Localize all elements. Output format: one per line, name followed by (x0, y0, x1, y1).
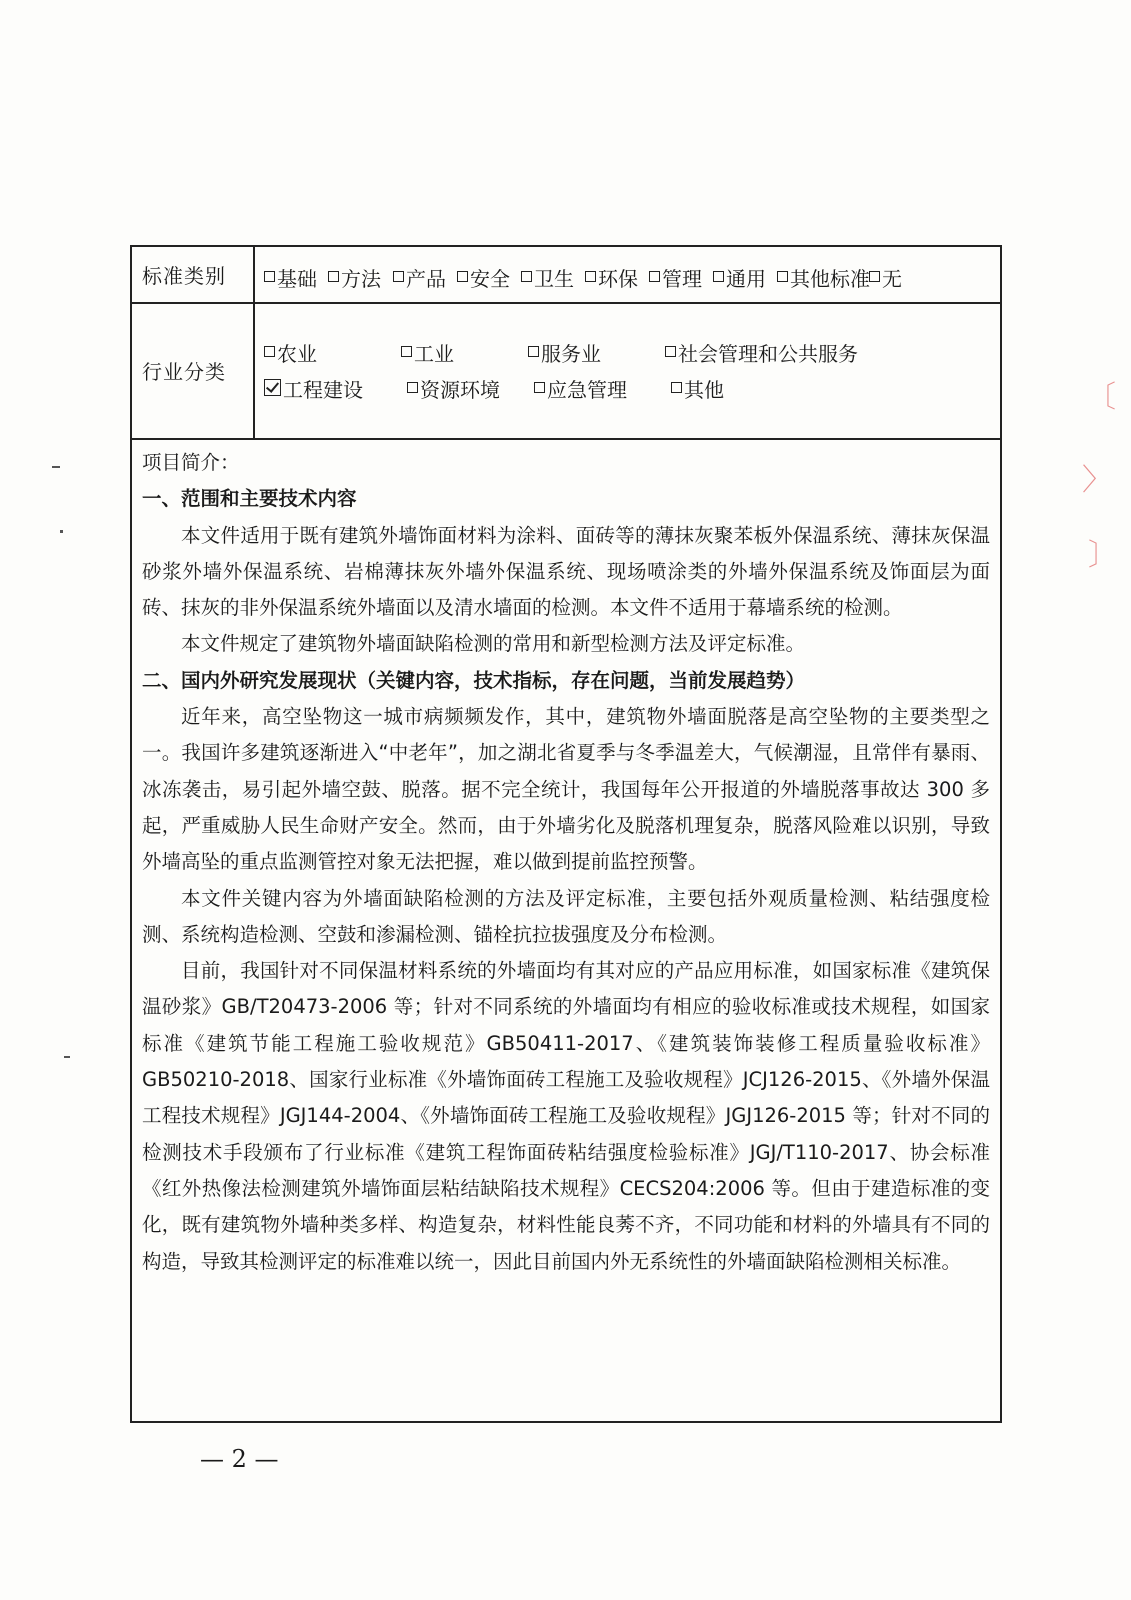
checkbox-icon[interactable] (585, 271, 596, 282)
checkbox-option-hygiene[interactable]: 卫生 (521, 263, 574, 292)
checkbox-icon[interactable] (671, 382, 682, 393)
section2-paragraph-1: 近年来，高空坠物这一城市病频频发作，其中，建筑物外墙面脱落是高空坠物的主要类型之一。我国许多建筑逐渐进入“中老年”，加之湖北省夏季与冬季温差大，气候潮湿，且常伴有暴雨、冰冻袭击，易引起外墙空鼓、脱落。据不完全统计，我国每年公开报道的外墙脱落事故达 300 多起，严重威胁人民生命财产安全。然而，由于外墙劣化及脱落机理复杂，脱落风险难以识别，导致外墙高坠的重点监测管控对象无法把握，难以做到提前监控预警。 (142, 705, 990, 874)
section2-paragraph-2: 本文件关键内容为外墙面缺陷检测的方法及评定标准，主要包括外观质量检测、粘结强度检测、系统构造检测、空鼓和渗漏检测、锚栓抗拉拔强度及分布检测。 (142, 886, 990, 946)
section1-paragraph-2: 本文件规定了建筑物外墙面缺陷检测的常用和新型检测方法及评定标准。 (181, 632, 806, 656)
checkbox-icon[interactable] (665, 346, 676, 357)
industry-category-options (255, 302, 1000, 438)
stamp-mark-bottom: 〕 (1088, 538, 1118, 573)
checkbox-option-industry[interactable]: 工业 (401, 338, 454, 367)
checkbox-option-service[interactable]: 服务业 (528, 338, 601, 367)
checkbox-option-basic[interactable]: 基础 (264, 263, 317, 292)
stamp-mark-top: 〔 (1086, 380, 1116, 415)
industry-category-row (132, 302, 1000, 440)
checkbox-icon[interactable] (264, 271, 275, 282)
section2-paragraph-3: 目前，我国针对不同保温材料系统的外墙面均有其对应的产品应用标准，如国家标准《建筑保温砂浆》GB/T20473-2006 等；针对不同系统的外墙面均有相应的验收标准或技术规程，如国家标准《建筑节能工程施工验收规范》GB50411-2017、《建筑装饰装修工程质量验收标准》GB50210-2018、国家行业标准《外墙饰面砖工程施工及验收规程》JCJ126-2015、《外墙外保温工程技术规程》JGJ144-2004、《外墙饰面砖工程施工及验收规程》JGJ126-2015 等；针对不同的检测技术手段颁布了行业标准《建筑工程饰面砖粘结强度检验标准》JGJ/T110-2017、协会标准《红外热像法检测建筑外墙饰面层粘结缺陷技术规程》CECS204:2006 等。但由于建造标准的变化，既有建筑物外墙种类多样、构造复杂，材料性能良莠不齐，不同功能和材料的外墙具有不同的构造，导致其检测评定的标准难以统一，因此目前国内外无系统性的外墙面缺陷检测相关标准。 (142, 959, 990, 1273)
checkbox-option-product[interactable]: 产品 (393, 263, 446, 292)
checkbox-option-general[interactable]: 通用 (713, 263, 766, 292)
scan-speck (52, 466, 60, 468)
checkbox-option-public-service[interactable]: 社会管理和公共服务 (665, 338, 858, 367)
checkbox-option-none[interactable]: 无 (869, 263, 902, 292)
checkbox-option-safety[interactable]: 安全 (457, 263, 510, 292)
checkbox-icon[interactable] (649, 271, 660, 282)
checkbox-icon[interactable] (528, 346, 539, 357)
checkbox-icon[interactable] (407, 382, 418, 393)
application-form (130, 245, 1002, 1423)
standard-category-label: 标准类别 (132, 247, 255, 302)
scan-speck (64, 1056, 70, 1058)
checkbox-option-emergency[interactable]: 应急管理 (534, 374, 627, 403)
checkbox-option-method[interactable]: 方法 (328, 263, 381, 292)
section1-heading: 一、范围和主要技术内容 (142, 487, 357, 511)
checkbox-option-agriculture[interactable]: 农业 (264, 338, 317, 367)
checkbox-icon[interactable] (713, 271, 724, 282)
checkbox-icon[interactable] (534, 382, 545, 393)
checkbox-icon[interactable] (328, 271, 339, 282)
scan-speck (60, 530, 63, 533)
industry-category-label: 行业分类 (132, 302, 255, 438)
checkbox-icon[interactable] (869, 271, 880, 282)
checkbox-option-management[interactable]: 管理 (649, 263, 702, 292)
checkbox-option-environment[interactable]: 环保 (585, 263, 638, 292)
section2-heading: 二、国内外研究发展现状（关键内容，技术指标，存在问题，当前发展趋势） (142, 668, 806, 692)
standard-category-row (132, 247, 1000, 304)
intro-label: 项目简介： (142, 451, 240, 474)
checkbox-icon[interactable] (264, 346, 275, 357)
checkbox-option-construction[interactable]: 工程建设 (264, 374, 363, 403)
standard-category-options (255, 247, 1000, 302)
checkbox-option-resources[interactable]: 资源环境 (407, 374, 500, 403)
stamp-mark-middle: 〉 (1082, 463, 1112, 498)
page-number: — 2 — (200, 1445, 279, 1473)
checkbox-option-other-standard[interactable]: 其他标准 (777, 263, 870, 292)
checkbox-icon[interactable] (457, 271, 468, 282)
checkbox-icon[interactable] (521, 271, 532, 282)
checkbox-icon[interactable] (777, 271, 788, 282)
checkbox-option-other[interactable]: 其他 (671, 374, 724, 403)
checkbox-icon[interactable] (393, 271, 404, 282)
project-intro (142, 445, 990, 1280)
checkbox-icon[interactable] (401, 346, 412, 357)
checkbox-checked-icon[interactable] (264, 379, 281, 396)
section1-paragraph-1: 本文件适用于既有建筑外墙饰面材料为涂料、面砖等的薄抹灰聚苯板外保温系统、薄抹灰保温砂浆外墙外保温系统、岩棉薄抹灰外墙外保温系统、现场喷涂类的外墙外保温系统及饰面层为面砖、抹灰的非外保温系统外墙面以及清水墙面的检测。本文件不适用于幕墙系统的检测。 (142, 523, 990, 620)
